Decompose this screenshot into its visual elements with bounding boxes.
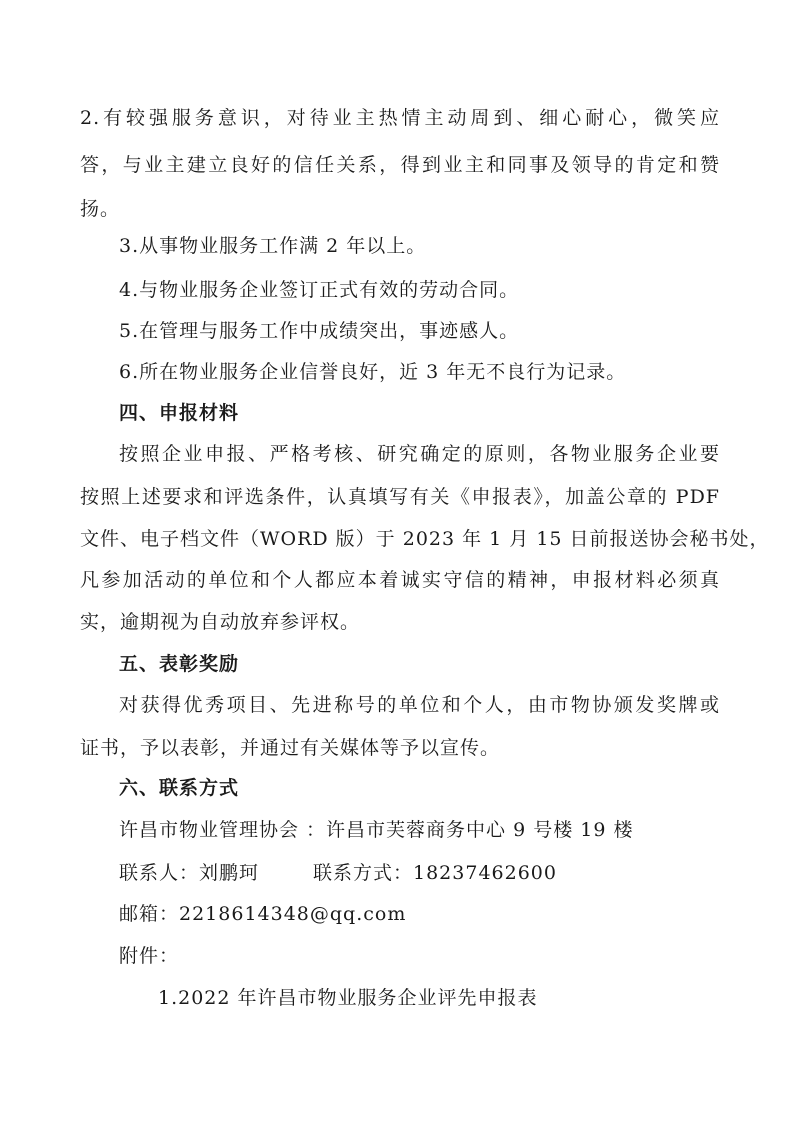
section-5-heading: 五、表彰奖励 xyxy=(119,653,240,675)
item-3: 3.从事物业服务工作满 2 年以上。 xyxy=(119,235,427,257)
section-4-line-5: 实，逾期视为自动放弃参评权。 xyxy=(80,611,361,633)
section-4-line-2: 按照上述要求和评选条件，认真填写有关《申报表》，加盖公章的 PDF xyxy=(80,486,720,508)
section-6-heading: 六、联系方式 xyxy=(119,777,240,799)
contact-email: 邮箱：2218614348@qq.com xyxy=(119,903,407,925)
section-5-line-2: 证书，予以表彰，并通过有关媒体等予以宣传。 xyxy=(80,737,501,759)
attachment-label: 附件： xyxy=(119,945,180,967)
item-5: 5.在管理与服务工作中成绩突出，事迹感人。 xyxy=(119,320,520,342)
section-5-line-1: 对获得优秀项目、先进称号的单位和个人，由市物协颁发奖牌或 xyxy=(119,694,720,716)
item-4: 4.与物业服务企业签订正式有效的劳动合同。 xyxy=(119,279,520,301)
contact-phone: 联系方式：18237462600 xyxy=(313,862,557,884)
item-2-line-2: 答，与业主建立良好的信任关系，得到业主和同事及领导的肯定和赞 xyxy=(80,154,720,176)
item-2-line-1: 2.有较强服务意识，对待业主热情主动周到、细心耐心，微笑应 xyxy=(80,107,720,129)
section-4-line-4: 凡参加活动的单位和个人都应本着诚实守信的精神，申报材料必须真 xyxy=(80,569,720,591)
section-4-heading: 四、申报材料 xyxy=(119,402,240,424)
section-4-line-3: 文件、电子档文件（WORD 版）于 2023 年 1 月 15 日前报送协会秘书处， xyxy=(80,528,770,550)
contact-address: 许昌市物业管理协会 ：许昌市芙蓉商务中心 9 号楼 19 楼 xyxy=(119,819,634,841)
contact-person: 联系人：刘鹏珂 xyxy=(119,862,260,884)
item-6: 6.所在物业服务企业信誉良好，近 3 年无不良行为记录。 xyxy=(119,361,627,383)
item-2-line-3: 扬。 xyxy=(80,198,121,220)
attachment-item: 1.2022 年许昌市物业服务企业评先申报表 xyxy=(158,987,538,1009)
section-4-line-1: 按照企业申报、严格考核、研究确定的原则，各物业服务企业要 xyxy=(119,443,720,465)
